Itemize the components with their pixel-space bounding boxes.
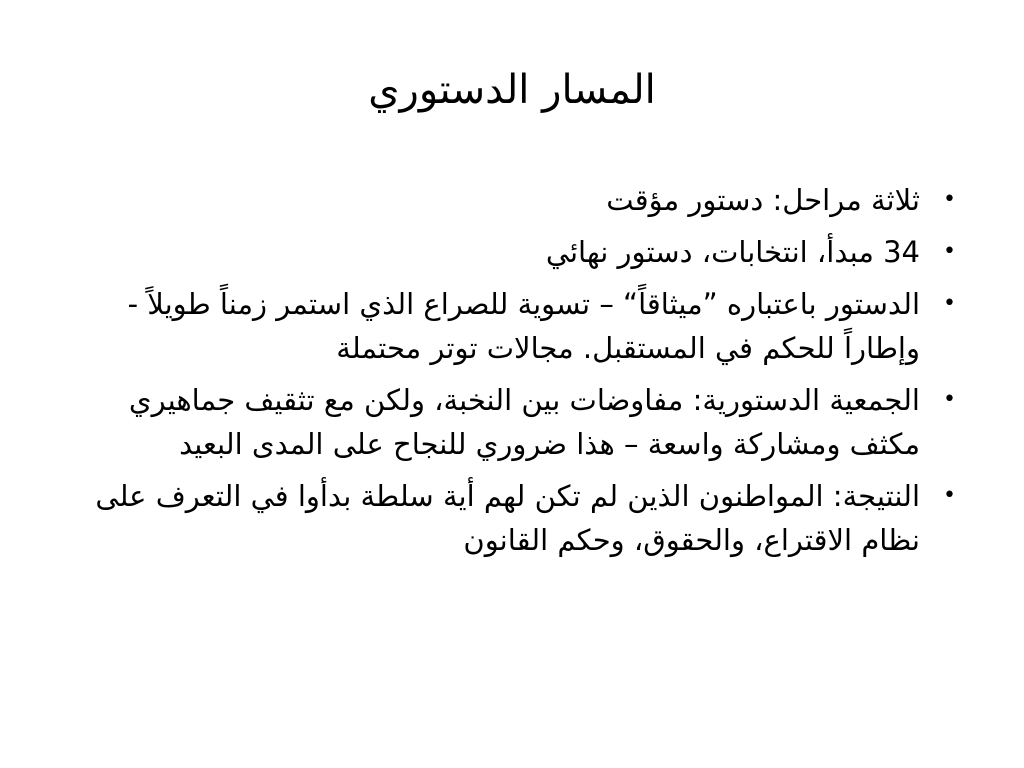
- bullet-item-assembly: [66, 378, 958, 466]
- bullet-marker: •: [943, 239, 956, 264]
- bullet-marker: •: [943, 291, 956, 316]
- bullet-list: [66, 178, 958, 570]
- bullet-text: الدستور باعتباره ”ميثاقاً“ – تسوية للصراع الذي استمر زمناً طويلاً - وإطاراً للحكم في المستقبل. مجالات توتر محتملة: [127, 287, 920, 365]
- bullet-item-charter: [66, 282, 958, 370]
- bullet-text: ثلاثة مراحل: دستور مؤقت: [606, 183, 920, 217]
- bullet-item-result: [66, 474, 958, 562]
- bullet-marker: •: [943, 187, 956, 212]
- bullet-text: 34 مبدأ، انتخابات، دستور نهائي: [545, 235, 920, 269]
- slide-title: المسار الدستوري: [368, 67, 656, 113]
- bullet-marker: •: [943, 483, 956, 508]
- bullet-item-stages: [66, 178, 958, 222]
- bullet-text: النتيجة: المواطنون الذين لم تكن لهم أية سلطة بدأوا في التعرف على نظام الاقتراع، والحقوق، وحكم القانون: [95, 479, 920, 557]
- bullet-item-principles: [66, 230, 958, 274]
- bullet-text: الجمعية الدستورية: مفاوضات بين النخبة، ولكن مع تثقيف جماهيري مكثف ومشاركة واسعة – هذا ضروري للنجاح على المدى البعيد: [128, 383, 920, 461]
- bullet-marker: •: [943, 387, 956, 412]
